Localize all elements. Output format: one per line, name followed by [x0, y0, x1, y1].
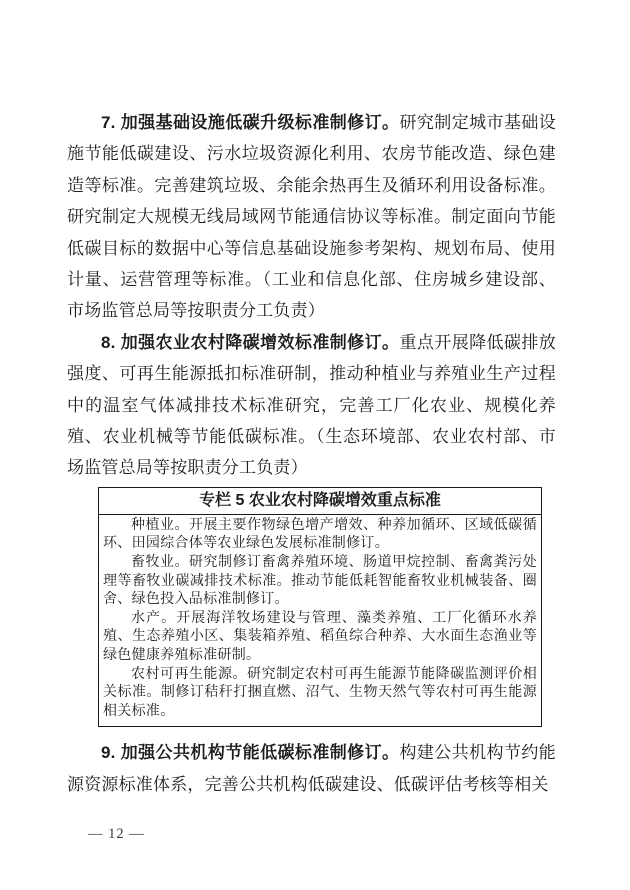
box-item-livestock-text: 研究制修订畜禽养殖环境、肠道甲烷控制、畜禽粪污处理等畜牧业碳减排技术标准。推动节能低耗智能畜牧业机械装备、圈舍、绿色投入品标准制修订。 — [103, 555, 537, 608]
paragraph-9-text: 构建公共机构节约能源资源标准体系，完善公共机构低碳建设、低碳评估考核等相关 — [67, 743, 556, 794]
callout-box-5 — [98, 487, 542, 728]
paragraph-8-lead: 8. 加强农业农村降碳增效标准制修订。 — [101, 332, 400, 352]
paragraph-7-text: 研究制定城市基础设施节能低碳建设、污水垃圾资源化利用、农房节能改造、绿色建造等标准。完善建筑垃圾、余能余热再生及循环利用设备标准。研究制定大规模无线局域网节能通信协议等标准。制定面向节能低碳目标的数据中心等信息基础设施参考架构、规划布局、使用计量、运营管理等标准。（工业和信息化部、住房城乡建设部、市场监管总局等按职责分工负责） — [67, 113, 556, 321]
callout-box-title: 专栏 5 农业农村降碳增效重点标准 — [99, 488, 541, 515]
box-item-rural-renewables — [103, 666, 537, 722]
box-item-aquaculture — [103, 610, 537, 666]
box-item-aquaculture-lead: 水产。 — [131, 610, 177, 626]
paragraph-9 — [67, 737, 556, 800]
box-item-planting — [103, 517, 537, 554]
paragraph-9-lead: 9. 加强公共机构节能低碳标准制修订。 — [101, 743, 400, 763]
page-number: — 12 — — [88, 826, 145, 842]
box-item-rural-renewables-lead: 农村可再生能源。 — [131, 666, 248, 682]
box-item-livestock — [103, 554, 537, 610]
box-item-rural-renewables-text: 研究制定农村可再生能源节能降碳监测评价相关标准。制修订秸秆打捆直燃、沼气、生物天然气等农村可再生能源相关标准。 — [103, 666, 537, 719]
paragraph-7-lead: 7. 加强基础设施低碳升级标准制修订。 — [101, 113, 400, 132]
box-item-planting-lead: 种植业。 — [131, 517, 190, 533]
callout-box-body — [99, 515, 541, 727]
box-item-livestock-lead: 畜牧业。 — [131, 555, 190, 571]
paragraph-7 — [67, 107, 556, 327]
box-item-aquaculture-text: 开展海洋牧场建设与管理、藻类养殖、工厂化循环水养殖、生态养殖小区、集装箱养殖、稻鱼综合种养、大水面生态渔业等绿色健康养殖标准研制。 — [103, 610, 537, 664]
paragraph-8 — [67, 327, 556, 484]
paragraph-8-text: 重点开展降低碳排放强度、可再生能源抵扣标准研制，推动种植业与养殖业生产过程中的温室气体减排技术标准研究，完善工厂化农业、规模化养殖、农业机械等节能低碳标准。（生态环境部、农业农村部、市场监管总局等按职责分工负责） — [67, 332, 556, 478]
box-item-planting-text: 开展主要作物绿色增产增效、种养加循环、区域低碳循环、田园综合体等农业绿色发展标准制修订。 — [103, 517, 537, 552]
document-body — [67, 0, 556, 800]
